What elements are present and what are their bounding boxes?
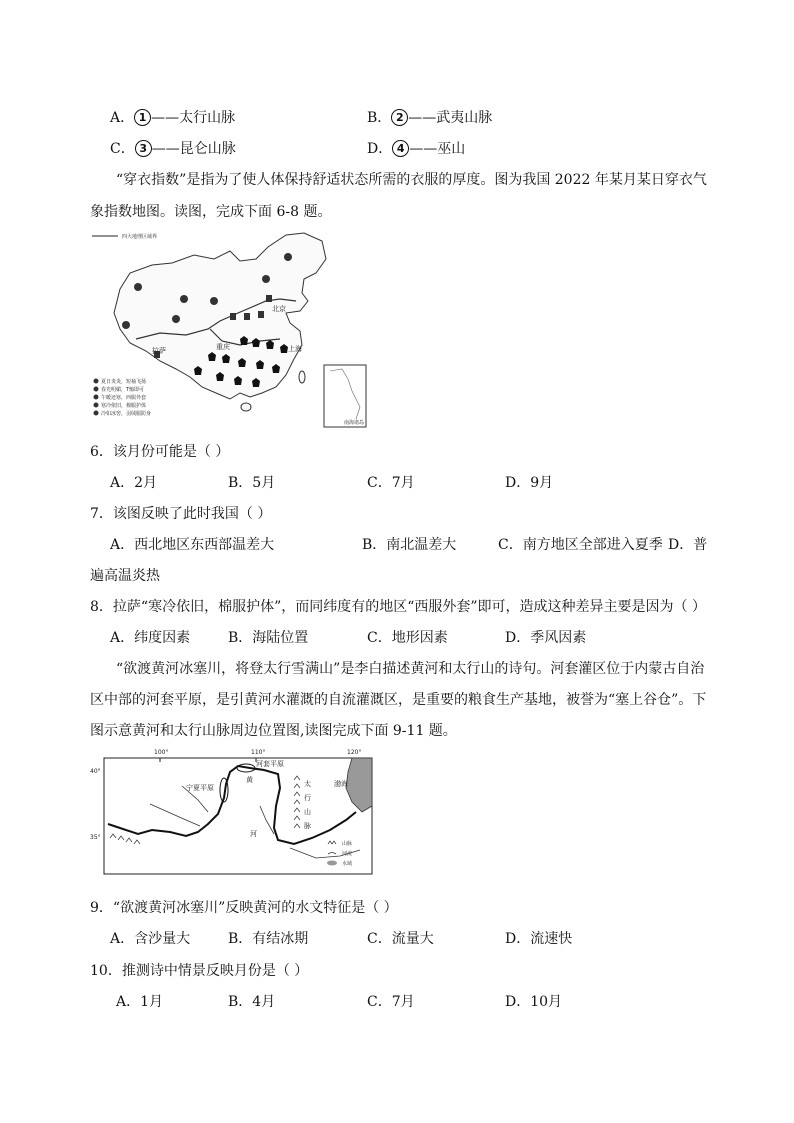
city-lhasa-label: 拉萨	[152, 347, 166, 355]
down-jacket-icon	[172, 315, 180, 323]
circled-number-1: 1	[134, 109, 151, 126]
legend-water-label: 水域	[342, 861, 353, 867]
ningxia-plain-label: 宁夏平原	[186, 784, 214, 792]
q7-option-d: D．普	[668, 537, 708, 553]
q10-option-b: B．4月	[228, 994, 276, 1010]
legend-item-1: 夏日炎炎，短袖飞扬	[101, 379, 147, 385]
taihang-char-1: 太	[304, 780, 311, 788]
q8-stem: 8．拉萨“寒冷依旧，棉服护体”，而同纬度有的地区“西服外套”即可，造成这种差异主要是因为（ ）	[90, 599, 706, 615]
intro1-line1: “穿衣指数”是指为了使人体保持舒适状态所需的衣服的厚度。图为我国 2022 年某月某日穿衣气	[116, 172, 707, 188]
longitude-120-label: 120°	[347, 749, 362, 756]
q5-option-a	[110, 108, 235, 128]
legend-item-3: 午暖还寒，西服外套	[101, 395, 147, 401]
q7-option-a: A．西北地区东西部温差大	[110, 537, 275, 553]
legend-item-4: 寒冷依旧，棉服护体	[101, 403, 147, 409]
latitude-40-label: 40°	[90, 768, 101, 775]
down-jacket-icon	[134, 283, 142, 291]
q6-stem: 6．该月份可能是（ ）	[90, 444, 230, 460]
down-jacket-icon	[180, 295, 188, 303]
taihang-char-4: 脉	[304, 822, 311, 830]
legend-item-2: 春光明媚，T恤即可	[101, 387, 145, 393]
clothing-legend	[94, 378, 152, 417]
longitude-100-label: 100°	[154, 749, 169, 756]
longitude-110-label: 110°	[251, 749, 266, 756]
intro2-line2: 区中部的河套平原，是引黄河水灌溉的自流灌溉区，是重要的粮食生产基地，被誉为“塞上谷仓”。下	[90, 692, 707, 708]
legend-item-5: 冷如冰窖，羽绒服防身	[101, 411, 152, 417]
city-shanghai-label: 上海	[288, 345, 302, 353]
down-jacket-icon	[210, 297, 218, 305]
intro2-line1: “欲渡黄河冰塞川，将登太行雪满山”是李白描述黄河和太行山的诗句。河套灌区位于内蒙古自治	[116, 661, 705, 677]
city-chongqing-label: 重庆	[216, 343, 230, 351]
q7-option-b: B．南北温差大	[362, 537, 457, 553]
legend-water-icon	[327, 861, 337, 866]
river-char-huang: 黄	[246, 776, 253, 784]
q5-option-a-text: ——太行山脉	[151, 110, 236, 126]
q6-option-b: B．5月	[228, 475, 276, 491]
q10-stem: 10．推测诗中情景反映月份是（ ）	[90, 963, 309, 979]
river-char-he: 河	[250, 830, 257, 838]
q8-option-a: A．纬度因素	[110, 630, 191, 646]
q8-option-b: B．海陆位置	[228, 630, 309, 646]
legend-mountain-label: 山脉	[342, 841, 353, 847]
q5-option-d-text: ——巫山	[409, 141, 466, 157]
q9-option-a: A．含沙量大	[110, 931, 191, 947]
hetao-plain-label: 河套平原	[256, 760, 284, 768]
dressing-index-map-svg	[90, 229, 370, 429]
intro2-line3: 图示意黄河和太行山脉周边位置图,读图完成下面 9-11 题。	[90, 723, 457, 739]
q8-option-d: D．季风因素	[505, 630, 587, 646]
legend-marker-icon	[94, 379, 99, 384]
intro1-line2: 象指数地图。读图，完成下面 6-8 题。	[90, 204, 332, 220]
q5-option-c-text: ——昆仑山脉	[151, 141, 236, 157]
q6-option-d: D．9月	[505, 475, 554, 491]
latitude-35-label: 35°	[90, 834, 101, 841]
legend-title: 四大地理区域界	[122, 234, 158, 240]
q9-option-b: B．有结冰期	[228, 931, 309, 947]
q8-option-c: C．地形因素	[367, 630, 448, 646]
dressing-index-map	[90, 229, 370, 433]
cotton-coat-icon	[266, 295, 272, 302]
inset-caption: 南海诸岛	[344, 420, 365, 426]
bohai-label: 渤海	[334, 780, 348, 788]
q5-option-a-label: A．	[110, 110, 135, 126]
circled-number-2: 2	[391, 109, 408, 126]
q5-option-c	[110, 139, 236, 159]
cotton-coat-icon	[258, 311, 264, 318]
q5-option-c-label: C．	[110, 141, 135, 157]
cotton-coat-icon	[230, 313, 236, 320]
q10-option-a: A．1月	[116, 994, 164, 1010]
q5-option-b-text: ——武夷山脉	[408, 110, 493, 126]
circled-number-3: 3	[135, 140, 152, 157]
q10-option-c: C．7月	[367, 994, 415, 1010]
legend-marker-icon	[94, 395, 99, 400]
legend-marker-icon	[94, 387, 99, 392]
q7-stem: 7．该图反映了此时我国（ ）	[90, 506, 272, 522]
q6-option-a: A．2月	[110, 475, 158, 491]
taihang-char-2: 行	[304, 794, 311, 802]
q5-option-d	[367, 139, 465, 159]
cotton-coat-icon	[244, 313, 250, 320]
legend-marker-icon	[94, 411, 99, 416]
legend-marker-icon	[94, 403, 99, 408]
down-jacket-icon	[122, 321, 130, 329]
q10-option-d: D．10月	[505, 994, 563, 1010]
q6-option-c: C．7月	[367, 475, 415, 491]
down-jacket-icon	[262, 275, 270, 283]
taihang-char-3: 山	[304, 808, 311, 816]
legend-river-label: 河流	[342, 851, 353, 857]
yellow-river-map-svg	[90, 746, 380, 886]
q9-option-c: C．流量大	[367, 931, 434, 947]
hainan-island	[241, 403, 251, 411]
q9-stem: 9．“欲渡黄河冰塞川”反映黄河的水文特征是（ ）	[90, 900, 398, 916]
circled-number-4: 4	[392, 140, 409, 157]
q5-option-b	[367, 108, 492, 128]
q5-option-b-label: B．	[367, 110, 392, 126]
q7-option-c: C．南方地区全部进入夏季	[498, 537, 663, 553]
q9-option-d: D．流速快	[505, 931, 573, 947]
taiwan-island	[299, 371, 305, 383]
q5-option-d-label: D．	[367, 141, 393, 157]
yellow-river-map	[90, 746, 380, 890]
q7-option-d-continued: 遍高温炎热	[90, 568, 160, 584]
down-jacket-icon	[284, 253, 292, 261]
city-beijing-label: 北京	[272, 305, 286, 313]
